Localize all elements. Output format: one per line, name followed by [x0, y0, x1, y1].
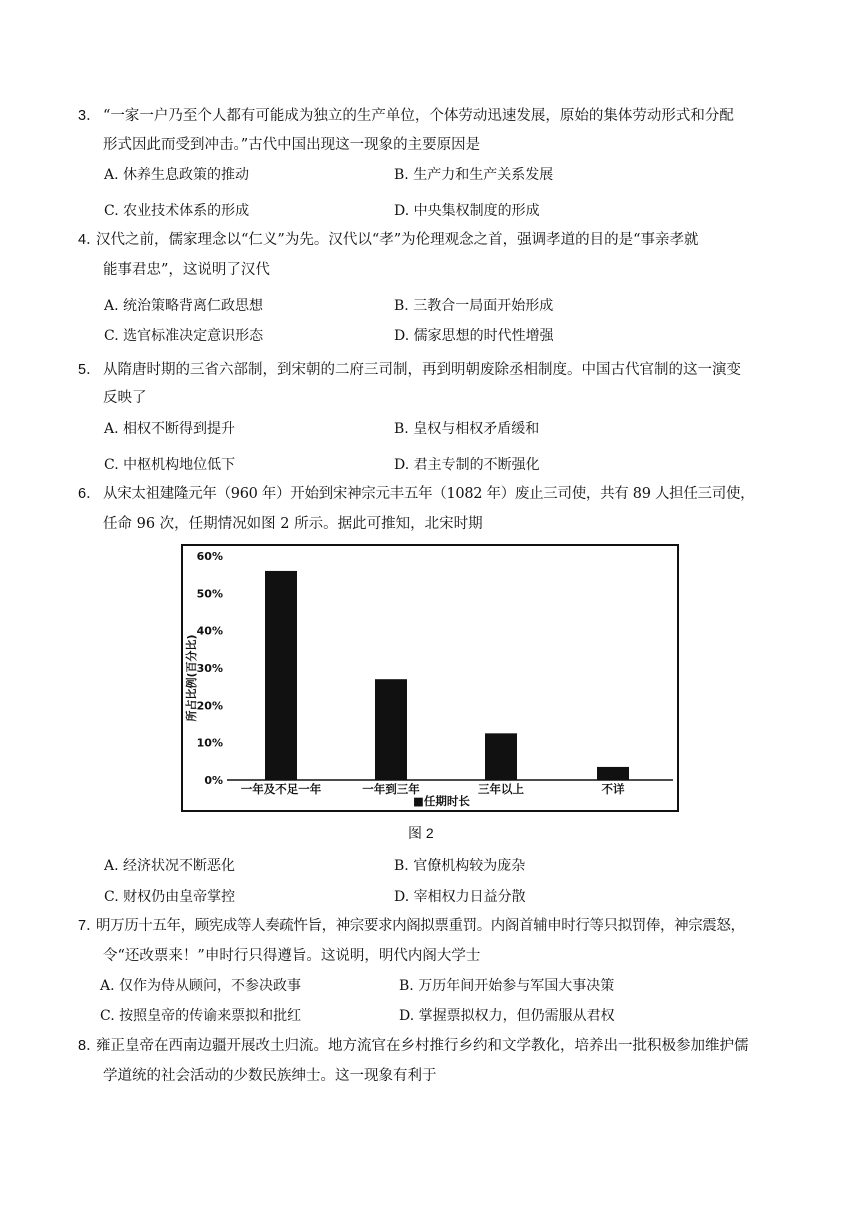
option-d[interactable]: D. 宰相权力日益分散 — [394, 889, 526, 905]
question-text-line: “一家一户乃至个人都有可能成为独立的生产单位，个体劳动迅速发展，原始的集体劳动形式和分配 — [103, 108, 734, 124]
question-number: 3． — [78, 108, 101, 124]
bar — [597, 767, 629, 780]
question-number: 5． — [78, 362, 101, 378]
question-number: 7． — [78, 918, 101, 934]
question-text-line: 能事君忠”，这说明了汉代 — [103, 262, 270, 278]
y-tick-label: 40% — [196, 624, 223, 638]
option-c[interactable]: C. 中枢机构地位低下 — [104, 457, 236, 473]
bar-chart — [181, 544, 679, 812]
y-axis-label: 所占比例(百分比) — [185, 634, 198, 722]
x-tick-label: 不详 — [601, 782, 625, 796]
bar — [265, 571, 297, 780]
x-tick-label: 一年到三年 — [362, 782, 420, 796]
bar — [375, 679, 407, 780]
option-b[interactable]: B. 三教合一局面开始形成 — [394, 298, 554, 314]
question-number: 6． — [78, 486, 101, 502]
y-tick-label: 20% — [196, 699, 223, 713]
x-tick-label: 三年以上 — [478, 782, 524, 796]
option-c[interactable]: C. 农业技术体系的形成 — [104, 203, 250, 219]
figure-caption: 图 2 — [408, 825, 434, 841]
option-b[interactable]: B. 官僚机构较为庞杂 — [394, 858, 526, 874]
question-text-line: 令“还改票来！”申时行只得遵旨。这说明，明代内阁大学士 — [103, 948, 481, 964]
option-b[interactable]: B. 万历年间开始参与军国大事决策 — [399, 978, 615, 994]
question-text-line: 形式因此而受到冲击。”古代中国出现这一现象的主要原因是 — [103, 137, 481, 153]
question-text-line: 雍正皇帝在西南边疆开展改土归流。地方流官在乡村推行乡约和文学教化，培养出一批积极参加维护儒 — [96, 1038, 749, 1054]
y-tick-label: 30% — [196, 662, 223, 675]
question-number: 4． — [78, 232, 101, 248]
bar-chart-svg — [183, 546, 677, 810]
option-a[interactable]: A. 休养生息政策的推动 — [104, 167, 250, 183]
chart-legend: ■任期时长 — [413, 794, 470, 808]
option-b[interactable]: B. 生产力和生产关系发展 — [394, 167, 554, 183]
option-c[interactable]: C. 按照皇帝的传谕来票拟和批红 — [100, 1008, 302, 1024]
y-tick-label: 50% — [196, 587, 223, 601]
option-d[interactable]: D. 君主专制的不断强化 — [394, 457, 540, 473]
option-d[interactable]: D. 掌握票拟权力，但仍需服从君权 — [399, 1008, 615, 1024]
question-text-line: 明万历十五年，顾宪成等人奏疏忤旨，神宗要求内阁拟票重罚。内阁首辅申时行等只拟罚俸，神宗震怒， — [96, 918, 745, 934]
question-text-line: 从宋太祖建隆元年（960 年）开始到宋神宗元丰五年（1082 年）废止三司使，共有 89 人担任三司使， — [103, 486, 755, 502]
bar — [485, 733, 517, 780]
option-a[interactable]: A. 统治策略背离仁政思想 — [104, 298, 264, 314]
question-text-line: 从隋唐时期的三省六部制，到宋朝的二府三司制，再到明朝废除丞相制度。中国古代官制的这一演变 — [103, 362, 741, 378]
option-a[interactable]: A. 仅作为侍从顾问，不参决政事 — [100, 978, 302, 994]
y-tick-label: 0% — [204, 774, 223, 787]
option-d[interactable]: D. 儒家思想的时代性增强 — [394, 328, 554, 344]
option-c[interactable]: C. 选官标准决定意识形态 — [104, 328, 264, 344]
option-a[interactable]: A. 经济状况不断恶化 — [104, 858, 236, 874]
option-c[interactable]: C. 财权仍由皇帝掌控 — [104, 889, 236, 905]
question-text-line: 汉代之前，儒家理念以“仁义”为先。汉代以“孝”为伦理观念之首，强调孝道的目的是“事亲孝就 — [96, 232, 699, 248]
question-text-line: 任命 96 次，任期情况如图 2 所示。据此可推知，北宋时期 — [103, 516, 483, 532]
question-text-line: 学道统的社会活动的少数民族绅士。这一现象有利于 — [103, 1068, 437, 1084]
question-number: 8． — [78, 1038, 101, 1054]
y-tick-label: 60% — [196, 550, 223, 563]
x-tick-label: 一年及不足一年 — [240, 782, 322, 796]
y-tick-label: 10% — [196, 736, 223, 750]
option-b[interactable]: B. 皇权与相权矛盾缓和 — [394, 421, 540, 437]
option-a[interactable]: A. 相权不断得到提升 — [104, 421, 236, 437]
option-d[interactable]: D. 中央集权制度的形成 — [394, 203, 540, 219]
question-text-line: 反映了 — [103, 390, 147, 406]
